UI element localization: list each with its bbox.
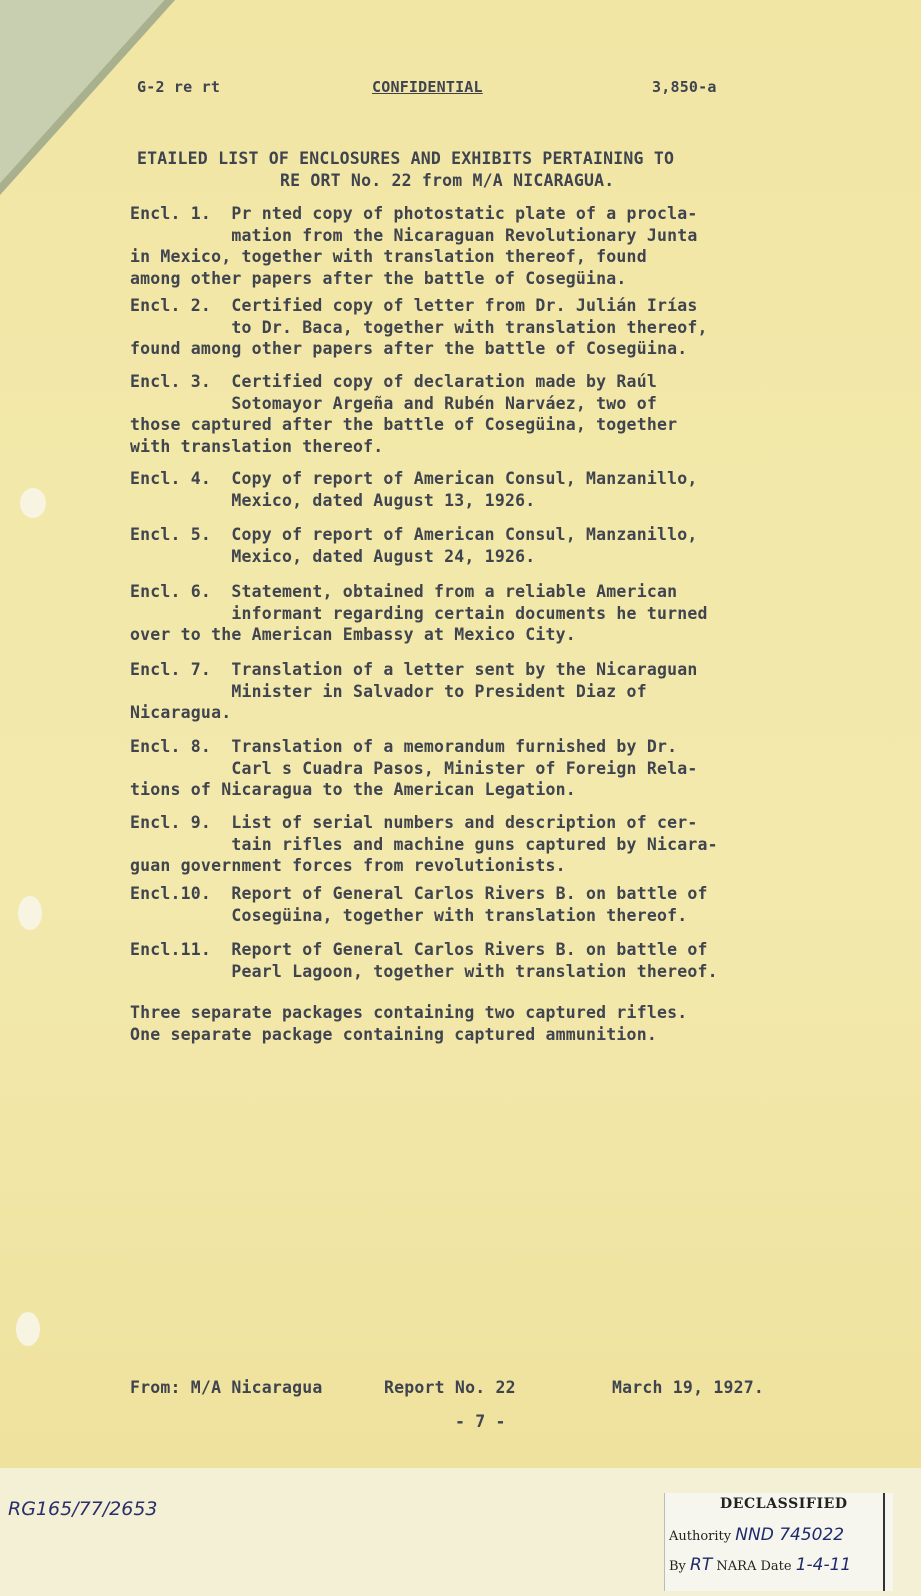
enclosure-line: Encl. 7. Translation of a letter sent by the Nicaraguan: [130, 660, 698, 679]
enclosure-line: informant regarding certain documents he turned: [130, 603, 708, 623]
stamp-authority-label: Authority: [669, 1529, 732, 1544]
enclosure-line: those captured after the battle of Cosegüina, together: [130, 415, 678, 434]
punch-hole: [18, 896, 42, 930]
enclosure-line: Encl. 4. Copy of report of American Consul, Manzanillo,: [130, 469, 698, 488]
enclosure-line: in Mexico, together with translation thereof, found: [130, 247, 647, 266]
stamp-border: [883, 1493, 885, 1591]
enclosure-line: to Dr. Baca, together with translation thereof,: [130, 317, 708, 337]
enclosure-line: mation from the Nicaraguan Revolutionary Junta: [130, 225, 698, 245]
enclosure-line: Carl s Cuadra Pasos, Minister of Foreign Rela-: [130, 758, 698, 778]
stamp-title: DECLASSIFIED: [720, 1496, 848, 1512]
enclosure-line: tain rifles and machine guns captured by Nicara-: [130, 834, 718, 854]
enclosure-line: among other papers after the battle of Cosegüina.: [130, 268, 627, 288]
footer-from: From: M/A Nicaragua: [130, 1378, 323, 1397]
closing-line: Three separate packages containing two captured rifles.: [130, 1003, 688, 1022]
list-title-line: ETAILED LIST OF ENCLOSURES AND EXHIBITS PERTAINING TO: [137, 149, 675, 168]
header-classification: CONFIDENTIAL: [372, 78, 483, 96]
list-title-line: RE ORT No. 22 from M/A NICARAGUA.: [280, 171, 615, 190]
enclosure-line: Encl. 6. Statement, obtained from a reliable American: [130, 582, 678, 601]
enclosure-line: Mexico, dated August 13, 1926.: [130, 490, 536, 510]
enclosure-line: found among other papers after the battle of Cosegüina.: [130, 339, 688, 358]
enclosure-line: Encl. 1. Pr nted copy of photostatic plate of a procla-: [130, 204, 698, 223]
enclosure-line: Encl. 3. Certified copy of declaration made by Raúl: [130, 372, 657, 391]
enclosure-line: guan government forces from revolutionists.: [130, 856, 566, 875]
enclosure-line: Encl.10. Report of General Carlos Rivers B. on battle of: [130, 884, 708, 903]
enclosure-line: Encl. 2. Certified copy of letter from Dr. Julián Irías: [130, 296, 698, 315]
declassified-stamp: [664, 1493, 893, 1591]
stamp-authority-value: NND 745022: [735, 1525, 845, 1545]
enclosure-line: Encl. 8. Translation of a memorandum furnished by Dr.: [130, 737, 678, 756]
stamp-by-value: RT: [690, 1555, 713, 1575]
punch-hole: [20, 488, 46, 518]
enclosure-line: tions of Nicaragua to the American Legation.: [130, 780, 576, 799]
archive-reference: RG165/77/2653: [8, 1498, 158, 1520]
footer-date: March 19, 1927.: [612, 1378, 765, 1397]
header-document-number: 3,850-a: [652, 78, 717, 96]
enclosure-line: Nicaragua.: [130, 703, 232, 722]
punch-hole: [16, 1312, 40, 1346]
closing-line: One separate package containing captured ammunition.: [130, 1025, 657, 1044]
footer-report: Report No. 22: [384, 1378, 516, 1397]
enclosure-line: Encl.11. Report of General Carlos Rivers B. on battle of: [130, 940, 708, 959]
stamp-by-label: By: [669, 1559, 686, 1574]
enclosure-line: with translation thereof.: [130, 436, 384, 456]
enclosure-line: Pearl Lagoon, together with translation thereof.: [130, 961, 718, 981]
page-number: - 7 -: [455, 1412, 506, 1431]
enclosure-line: over to the American Embassy at Mexico City.: [130, 625, 576, 644]
stamp-date-value: 1-4-11: [795, 1555, 852, 1575]
enclosure-line: Minister in Salvador to President Diaz of: [130, 681, 647, 701]
enclosure-line: Mexico, dated August 24, 1926.: [130, 546, 536, 566]
enclosure-line: Cosegüina, together with translation thereof.: [130, 905, 688, 925]
enclosure-line: Encl. 5. Copy of report of American Consul, Manzanillo,: [130, 525, 698, 544]
stamp-nara-label: NARA Date: [716, 1559, 792, 1574]
enclosure-line: Sotomayor Argeña and Rubén Narváez, two of: [130, 393, 657, 413]
header-left: G-2 re rt: [137, 78, 221, 96]
enclosure-line: Encl. 9. List of serial numbers and description of cer-: [130, 813, 698, 832]
